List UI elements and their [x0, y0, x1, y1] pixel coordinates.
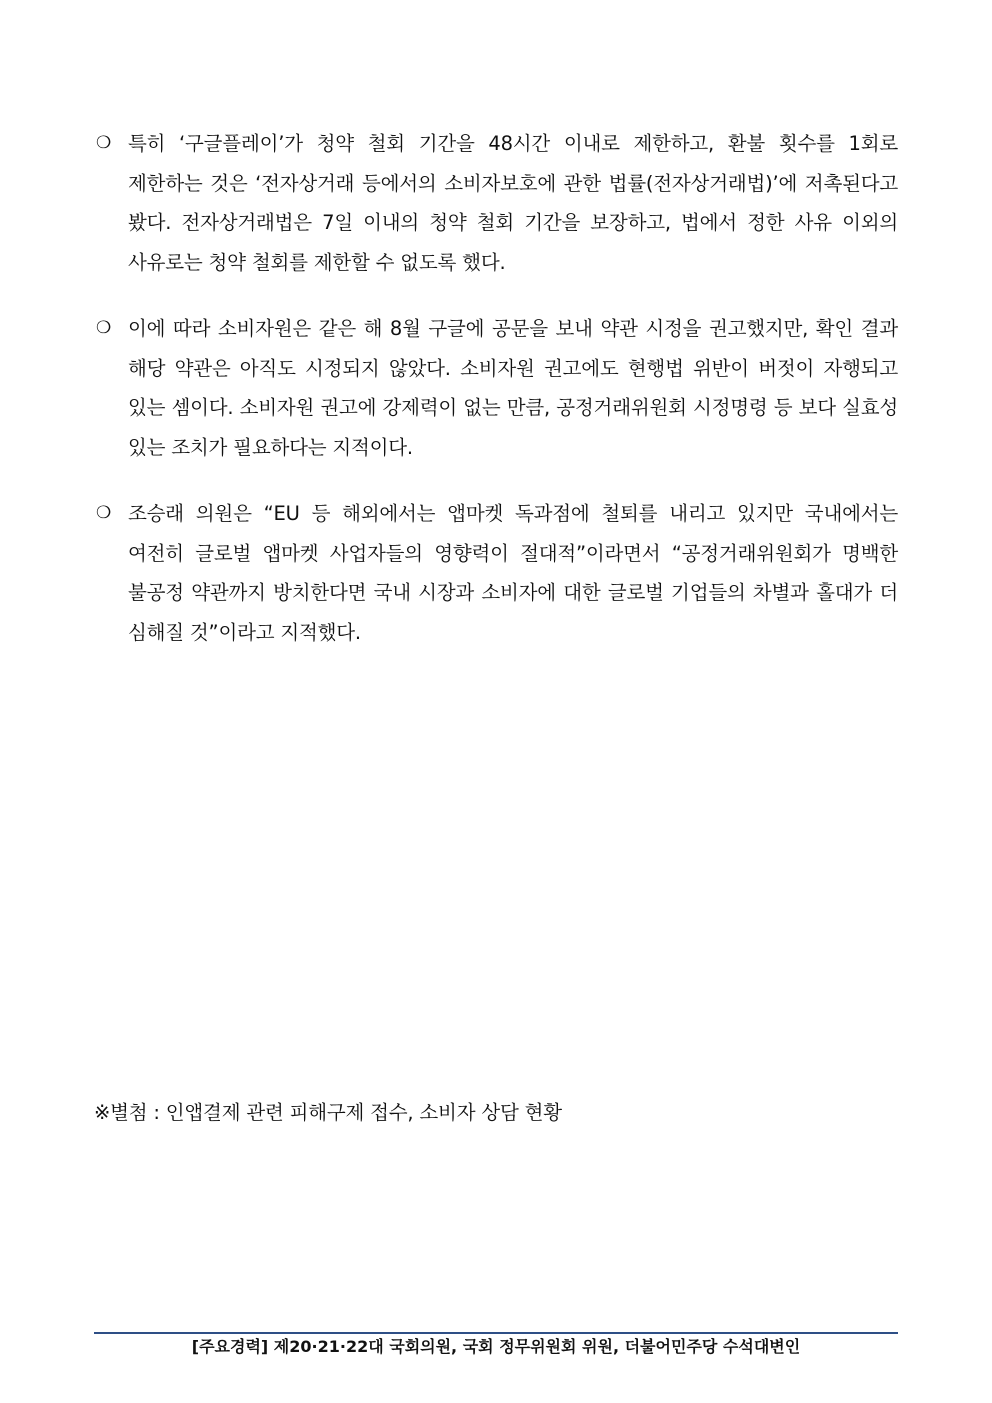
paragraph-text: 조승래 의원은 “EU 등 해외에서는 앱마켓 독과점에 철퇴를 내리고 있지만 국내에서는 여전히 글로벌 앱마켓 사업자들의 영향력이 절대적”이라면서 “공정거래위원회가 명백한 불공정 약관까지 방치한다면 국내 시장과 소비자에 대한 글로벌 기업들의 차별과 홀대가 더 심해질 것”이라고 지적했다. [128, 502, 898, 644]
circle-bullet-icon: ❍ [96, 318, 112, 338]
footer-divider [94, 1332, 898, 1334]
circle-bullet-icon: ❍ [96, 503, 112, 523]
paragraph-text: 이에 따라 소비자원은 같은 해 8월 구글에 공문을 보내 약관 시정을 권고했지만, 확인 결과 해당 약관은 아직도 시정되지 않았다. 소비자원 권고에도 현행법 위반이 버젓이 자행되고 있는 셈이다. 소비자원 권고에 강제력이 없는 만큼, 공정거래위원회 시정명령 등 보다 실효성 있는 조치가 필요하다는 지적이다. [128, 317, 898, 459]
circle-bullet-icon: ❍ [96, 133, 112, 153]
attachment-note: ※별첨 : 인앱결제 관련 피해구제 접수, 소비자 상담 현황 [94, 1101, 562, 1124]
paragraph-item [94, 124, 898, 282]
document-body [94, 124, 898, 679]
paragraph-text: 특히 ‘구글플레이’가 청약 철회 기간을 48시간 이내로 제한하고, 환불 횟수를 1회로 제한하는 것은 ‘전자상거래 등에서의 소비자보호에 관한 법률(전자상거래법)’에 저촉된다고 봤다. 전자상거래법은 7일 이내의 청약 철회 기간을 보장하고, 법에서 정한 사유 이외의 사유로는 청약 철회를 제한할 수 없도록 했다. [128, 132, 898, 274]
paragraph-item [94, 494, 898, 652]
paragraph-item [94, 309, 898, 467]
footer-career: [주요경력] 제20·21·22대 국회의원, 국회 정무위원회 위원, 더불어민주당 수석대변인 [191, 1337, 801, 1356]
